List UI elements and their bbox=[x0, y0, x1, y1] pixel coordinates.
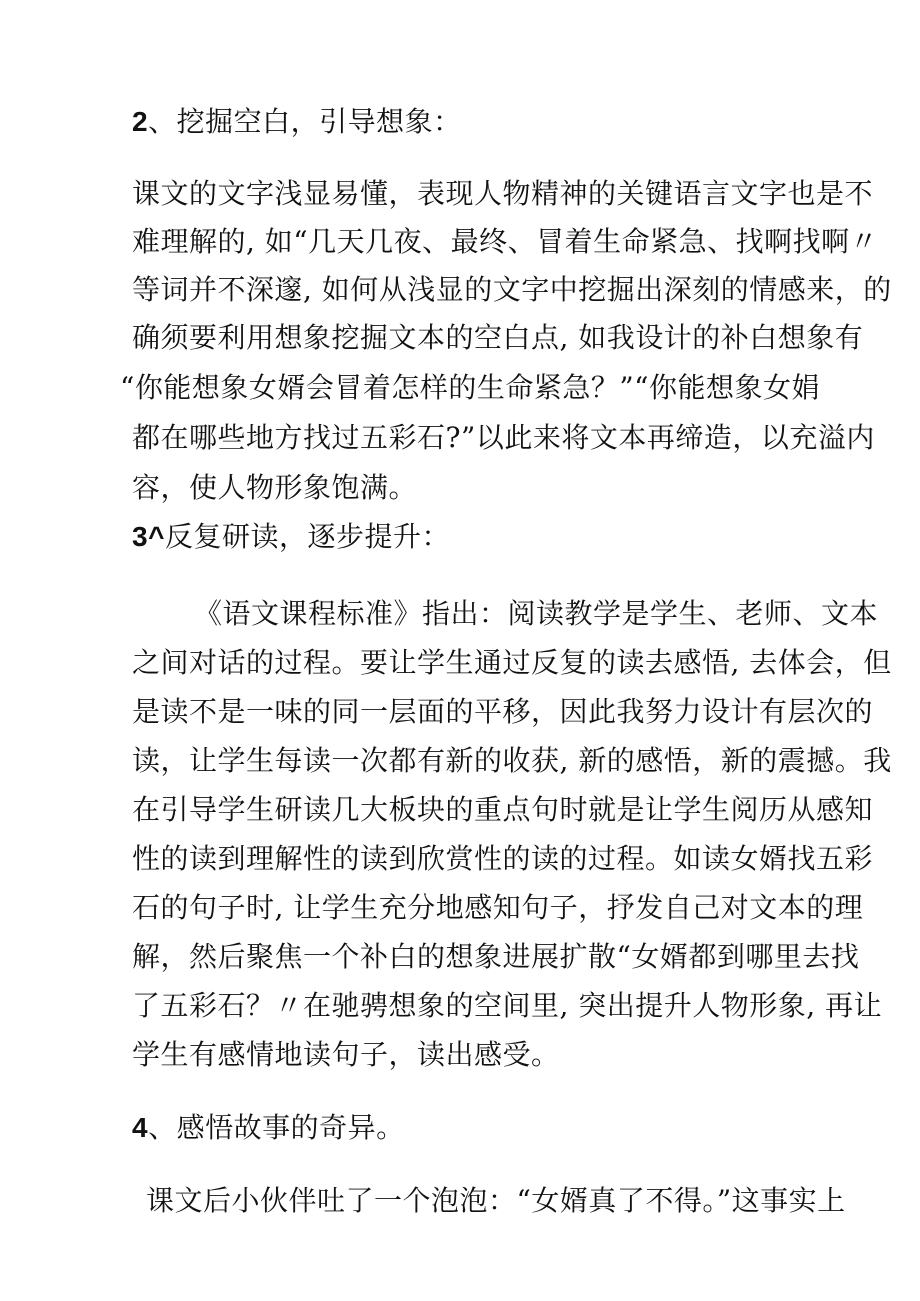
section-2-title: 、挖掘空白，引导想象： bbox=[148, 105, 462, 138]
paragraph-line: 了五彩石？〃在驰骋想象的空间里, 突出提升人物形象, 再让 bbox=[132, 989, 883, 1022]
section-2-heading bbox=[132, 104, 462, 140]
paragraph-line: 《语文课程标准》指出：阅读教学是学生、老师、文本 bbox=[194, 597, 879, 630]
paragraph-line: “你能想象女婿会冒着怎样的生命紧急？”“你能想象女娟 bbox=[120, 371, 820, 404]
paragraph-line: 解，然后聚焦一个补白的想象进展扩散“女婿都到哪里去找 bbox=[132, 940, 860, 973]
paragraph-line: 读，让学生每读一次都有新的收获, 新的感悟，新的震撼。我 bbox=[132, 744, 892, 777]
paragraph-line: 是读不是一味的同一层面的平移，因此我努力设计有层次的 bbox=[132, 695, 874, 728]
paragraph-line: 容，使人物形象饱满。 bbox=[132, 471, 418, 504]
paragraph-line: 等词并不深邃, 如何从浅显的文字中挖掘出深刻的情感来，的 bbox=[132, 273, 892, 306]
section-3-heading bbox=[132, 519, 450, 555]
paragraph-line: 学生有感情地读句子，读出感受。 bbox=[132, 1038, 560, 1071]
section-4-heading bbox=[132, 1110, 405, 1146]
paragraph-line: 石的句子时, 让学生充分地感知句子，抒发自己对文本的理 bbox=[132, 891, 864, 924]
paragraph-line: 确须要利用想象挖掘文本的空白点, 如我设计的补白想象有 bbox=[132, 321, 864, 354]
section-3-title: 反复研读，逐步提升： bbox=[164, 520, 450, 553]
paragraph-line: 难理解的, 如“几天几夜、最终、冒着生命紧急、找啊找啊〃 bbox=[132, 225, 879, 258]
section-4-title: 、感悟故事的奇异。 bbox=[148, 1111, 405, 1144]
paragraph-line: 性的读到理解性的读到欣赏性的读的过程。如读女婿找五彩 bbox=[132, 842, 874, 875]
section-4-number: 4 bbox=[132, 1112, 149, 1143]
paragraph-line: 之间对话的过程。要让学生通过反复的读去感悟, 去体会，但 bbox=[132, 646, 892, 679]
section-2-number: 2 bbox=[132, 106, 149, 137]
paragraph-line: 课文的文字浅显易懂，表现人物精神的关键语言文字也是不 bbox=[132, 177, 874, 210]
section-3-number: 3^ bbox=[132, 521, 165, 552]
paragraph-line: 课文后小伙伴吐了一个泡泡：“女婿真了不得。”这事实上 bbox=[146, 1184, 846, 1217]
paragraph-line: 在引导学生研读几大板块的重点句时就是让学生阅历从感知 bbox=[132, 793, 874, 826]
paragraph-line: 都在哪些地方找过五彩石?”以此来将文本再缔造，以充溢内 bbox=[132, 421, 875, 454]
